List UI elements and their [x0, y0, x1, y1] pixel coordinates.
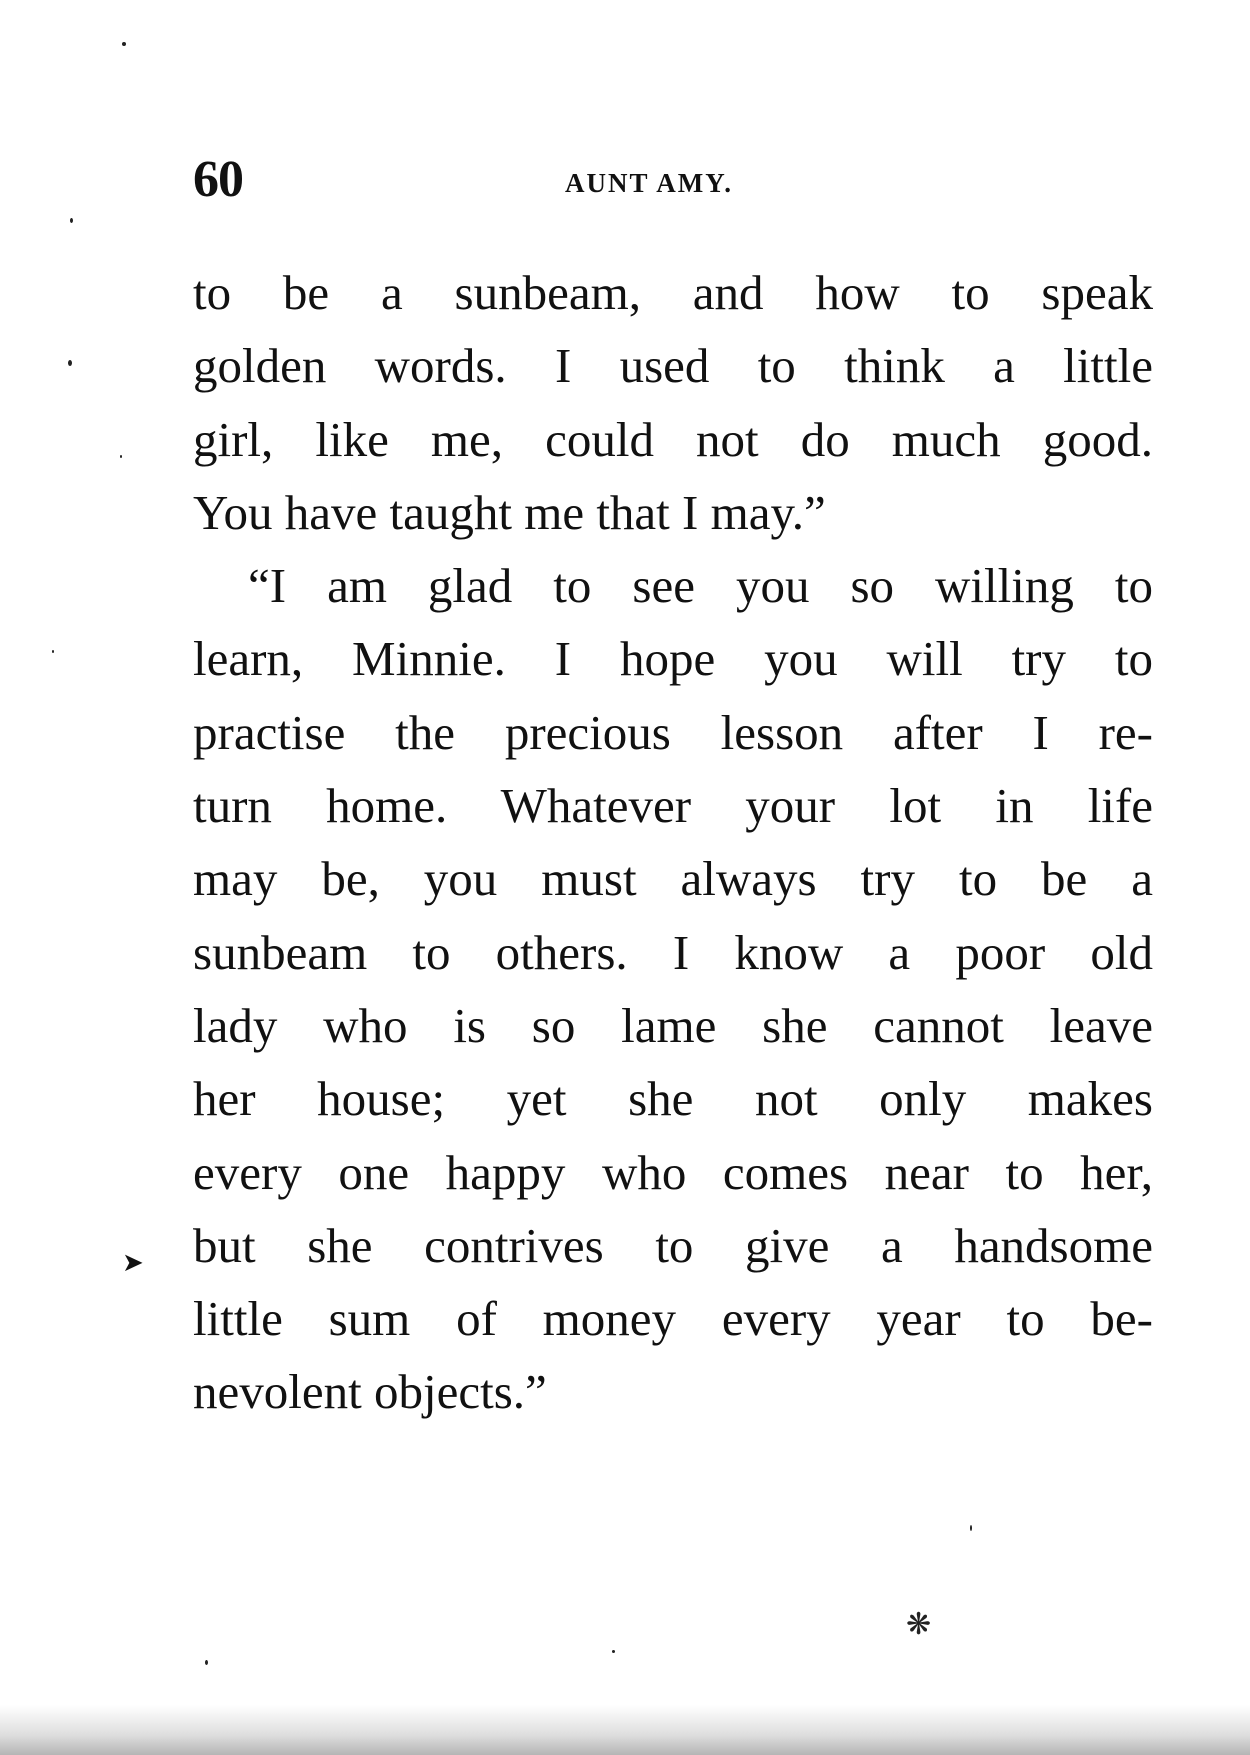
text-line: every one happy who comes near to her,	[193, 1144, 1153, 1200]
text-line: but she contrives to give a handsome	[193, 1217, 1153, 1273]
ink-speck	[70, 218, 73, 223]
body-text	[193, 256, 1153, 1429]
running-title: AUNT AMY.	[565, 168, 734, 198]
text-line: You have taught me that I may.”	[193, 484, 826, 540]
text-line: sunbeam to others. I know a poor old	[193, 924, 1153, 980]
text-line: “I am glad to see you so willing to	[248, 558, 1153, 614]
text-line: to be a sunbeam, and how to speak	[193, 265, 1153, 320]
page-bottom-edge	[0, 1705, 1250, 1755]
page-number: 60	[193, 151, 243, 208]
hand-pointer-icon: ➤	[122, 1248, 144, 1278]
ink-speck	[120, 455, 122, 458]
text-line: learn, Minnie. I hope you will try to	[193, 631, 1153, 687]
text-line: little sum of money every year to be-	[193, 1291, 1153, 1347]
text-line: turn home. Whatever your lot in life	[193, 778, 1153, 834]
asterism-icon: ❋	[906, 1607, 932, 1642]
text-line: nevolent objects.”	[193, 1364, 547, 1420]
ink-speck	[122, 42, 126, 46]
ink-speck	[68, 360, 72, 366]
ink-speck	[612, 1650, 615, 1653]
text-line: lady who is so lame she cannot leave	[193, 997, 1153, 1053]
ink-speck	[970, 1525, 972, 1531]
text-line: her house; yet she not only makes	[193, 1071, 1153, 1127]
text-line: girl, like me, could not do much good.	[193, 411, 1153, 467]
text-line: golden words. I used to think a little	[193, 338, 1153, 394]
ink-speck	[52, 650, 54, 653]
text-line: may be, you must always try to be a	[193, 851, 1153, 907]
text-line: practise the precious lesson after I re-	[193, 704, 1153, 760]
ink-speck	[205, 1660, 208, 1665]
